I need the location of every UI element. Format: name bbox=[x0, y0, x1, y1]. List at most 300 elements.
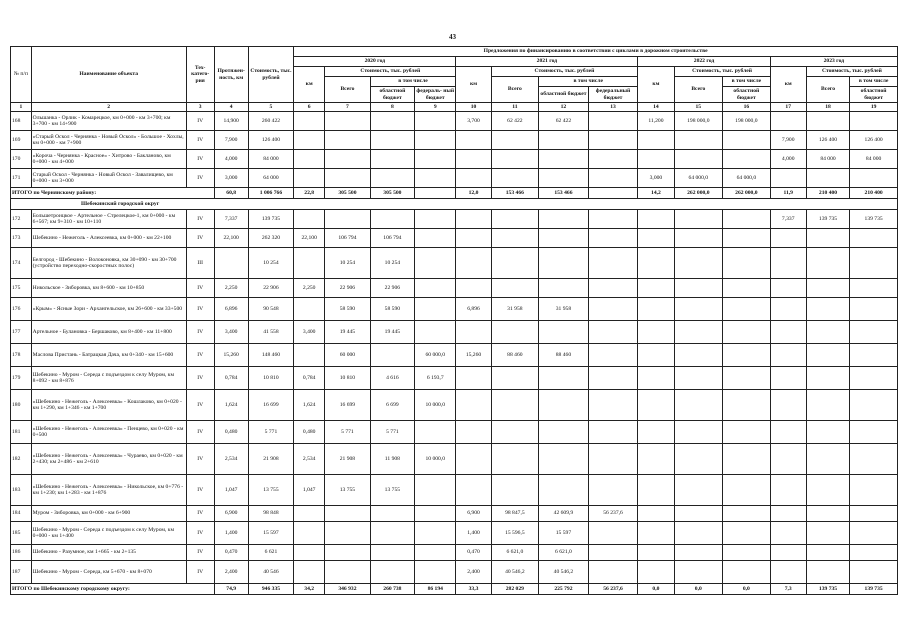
value-cell bbox=[770, 298, 806, 321]
header-federal-2020: федераль- ный бюджет bbox=[416, 88, 455, 101]
length-cell: 7,900 bbox=[214, 131, 248, 150]
value-cell bbox=[770, 506, 806, 522]
category-cell: IV bbox=[186, 344, 214, 367]
value-cell bbox=[415, 210, 456, 229]
value-cell bbox=[723, 298, 771, 321]
total-value: 225 792 bbox=[539, 584, 589, 595]
value-cell bbox=[588, 545, 638, 561]
header-cost-2022: Стоимость, тыс. рублей bbox=[674, 67, 770, 77]
value-cell bbox=[491, 131, 539, 150]
category-cell: IV bbox=[186, 279, 214, 298]
value-cell bbox=[588, 475, 638, 506]
value-cell bbox=[638, 475, 674, 506]
value-cell bbox=[456, 229, 491, 248]
header-total-2020: Всего bbox=[325, 77, 370, 103]
value-cell bbox=[415, 150, 456, 169]
total-label: ИТОГО по Чернянскому району: bbox=[11, 188, 215, 199]
value-cell bbox=[806, 169, 849, 188]
total-value: 260 738 bbox=[370, 584, 414, 595]
total-value: 139 735 bbox=[806, 584, 849, 595]
value-cell: 10 810 bbox=[325, 367, 370, 390]
length-cell: 15,260 bbox=[214, 344, 248, 367]
value-cell bbox=[674, 210, 723, 229]
value-cell: 7,337 bbox=[770, 210, 806, 229]
value-cell bbox=[294, 112, 325, 131]
header-year-2022: 2022 год bbox=[638, 57, 770, 67]
value-cell bbox=[674, 344, 723, 367]
header-length: Протяжен- ность, км bbox=[214, 47, 248, 103]
value-cell bbox=[850, 522, 898, 545]
value-cell bbox=[770, 444, 806, 475]
value-cell bbox=[415, 229, 456, 248]
value-cell bbox=[539, 248, 589, 279]
value-cell bbox=[370, 169, 414, 188]
value-cell bbox=[638, 444, 674, 475]
value-cell: 6 621,0 bbox=[539, 545, 589, 561]
cost-cell: 21 908 bbox=[248, 444, 293, 475]
category-cell: IV bbox=[186, 444, 214, 475]
length-cell bbox=[214, 248, 248, 279]
value-cell bbox=[491, 390, 539, 421]
header-year-2021: 2021 год bbox=[456, 57, 638, 67]
value-cell bbox=[638, 131, 674, 150]
value-cell bbox=[723, 444, 771, 475]
value-cell bbox=[415, 506, 456, 522]
value-cell bbox=[588, 229, 638, 248]
value-cell bbox=[588, 248, 638, 279]
value-cell bbox=[325, 150, 370, 169]
value-cell bbox=[674, 229, 723, 248]
length-cell: 0,470 bbox=[214, 545, 248, 561]
category-cell: IV bbox=[186, 321, 214, 344]
total-value: 11,9 bbox=[770, 188, 806, 199]
value-cell bbox=[456, 131, 491, 150]
value-cell bbox=[638, 248, 674, 279]
table-row bbox=[11, 150, 898, 169]
value-cell: 11,200 bbox=[638, 112, 674, 131]
value-cell: 22,100 bbox=[294, 229, 325, 248]
column-index: 16 bbox=[723, 103, 771, 112]
row-number: 170 bbox=[11, 150, 32, 169]
value-cell: 88 460 bbox=[539, 344, 589, 367]
total-value: 153 466 bbox=[491, 188, 539, 199]
value-cell bbox=[415, 321, 456, 344]
value-cell bbox=[456, 210, 491, 229]
value-cell: 4 616 bbox=[370, 367, 414, 390]
value-cell bbox=[806, 561, 849, 584]
value-cell bbox=[588, 522, 638, 545]
row-number: 181 bbox=[11, 421, 32, 444]
object-name: Ольшанка - Орлик - Комарецкое, км 0+000 - км 3+700; км 3+700 - км 14+900 bbox=[31, 112, 186, 131]
row-number: 177 bbox=[11, 321, 32, 344]
cost-cell: 262 320 bbox=[248, 229, 293, 248]
header-incl-2023: в том числе bbox=[850, 77, 898, 87]
value-cell bbox=[806, 321, 849, 344]
cost-cell: 5 771 bbox=[248, 421, 293, 444]
category-cell: IV bbox=[186, 421, 214, 444]
value-cell bbox=[806, 522, 849, 545]
value-cell bbox=[588, 367, 638, 390]
object-name: Белгород - Шебекино - Волоконовка, км 30+090 - км 30+700 (устройство переходно-скоростных полос) bbox=[31, 248, 186, 279]
category-cell: IV bbox=[186, 367, 214, 390]
value-cell bbox=[491, 475, 539, 506]
value-cell: 3,000 bbox=[638, 169, 674, 188]
category-cell: IV bbox=[186, 131, 214, 150]
column-index: 19 bbox=[850, 103, 898, 112]
object-name: Никольское - Зиборовка, км 8+600 - км 10+850 bbox=[31, 279, 186, 298]
value-cell bbox=[539, 444, 589, 475]
total-value: 346 932 bbox=[325, 584, 370, 595]
value-cell: 6 193,7 bbox=[415, 367, 456, 390]
value-cell: 84 000 bbox=[806, 150, 849, 169]
cost-cell: 10 810 bbox=[248, 367, 293, 390]
value-cell bbox=[638, 545, 674, 561]
value-cell bbox=[723, 344, 771, 367]
value-cell bbox=[539, 169, 589, 188]
value-cell bbox=[638, 522, 674, 545]
value-cell bbox=[294, 522, 325, 545]
table-row bbox=[11, 367, 898, 390]
value-cell bbox=[638, 390, 674, 421]
value-cell bbox=[723, 421, 771, 444]
header-year-2020: 2020 год bbox=[294, 57, 456, 67]
value-cell bbox=[723, 475, 771, 506]
value-cell: 139 735 bbox=[806, 210, 849, 229]
value-cell: 64 000,0 bbox=[674, 169, 723, 188]
value-cell bbox=[638, 321, 674, 344]
value-cell: 3,700 bbox=[456, 112, 491, 131]
value-cell bbox=[850, 344, 898, 367]
value-cell bbox=[770, 367, 806, 390]
header-proposals: Предложения по финансированию в соответствии с циклами в дорожном строительстве bbox=[294, 47, 898, 57]
value-cell bbox=[294, 344, 325, 367]
value-cell bbox=[850, 545, 898, 561]
value-cell bbox=[370, 131, 414, 150]
value-cell bbox=[294, 561, 325, 584]
value-cell bbox=[723, 522, 771, 545]
value-cell: 84 000 bbox=[850, 150, 898, 169]
total-length: 60,8 bbox=[214, 188, 248, 199]
value-cell bbox=[456, 367, 491, 390]
header-incl-2020: в том числе bbox=[370, 77, 456, 87]
total-value: 282 029 bbox=[491, 584, 539, 595]
table-row bbox=[11, 444, 898, 475]
value-cell bbox=[325, 522, 370, 545]
header-regional-2023: областной бюджет bbox=[850, 87, 898, 103]
row-number: 168 bbox=[11, 112, 32, 131]
value-cell bbox=[674, 561, 723, 584]
value-cell bbox=[674, 131, 723, 150]
value-cell bbox=[588, 390, 638, 421]
value-cell bbox=[674, 367, 723, 390]
header-total-2022: Всего bbox=[674, 77, 723, 103]
total-value: 33,3 bbox=[456, 584, 491, 595]
total-cost: 946 335 bbox=[248, 584, 293, 595]
total-value: 262 000,0 bbox=[723, 188, 771, 199]
value-cell bbox=[638, 421, 674, 444]
value-cell bbox=[415, 522, 456, 545]
value-cell bbox=[806, 506, 849, 522]
cost-cell: 84 000 bbox=[248, 150, 293, 169]
cost-cell: 148 460 bbox=[248, 344, 293, 367]
header-total-2023: Всего bbox=[806, 77, 849, 103]
value-cell: 40 546,2 bbox=[491, 561, 539, 584]
value-cell bbox=[723, 506, 771, 522]
value-cell: 126 400 bbox=[850, 131, 898, 150]
section-title: Шебекинский городской округ bbox=[11, 199, 898, 210]
column-index: 5 bbox=[248, 103, 293, 112]
header-km-2023: км bbox=[770, 67, 806, 103]
category-cell: IV bbox=[186, 229, 214, 248]
header-num: № п/п bbox=[11, 47, 32, 103]
value-cell bbox=[588, 298, 638, 321]
value-cell bbox=[456, 475, 491, 506]
category-cell: IV bbox=[186, 545, 214, 561]
value-cell bbox=[588, 169, 638, 188]
value-cell bbox=[723, 210, 771, 229]
value-cell bbox=[723, 131, 771, 150]
value-cell: 10 254 bbox=[370, 248, 414, 279]
row-number: 172 bbox=[11, 210, 32, 229]
category-cell: IV bbox=[186, 561, 214, 584]
value-cell bbox=[850, 321, 898, 344]
value-cell bbox=[456, 279, 491, 298]
value-cell bbox=[325, 561, 370, 584]
row-number: 183 bbox=[11, 475, 32, 506]
value-cell bbox=[770, 390, 806, 421]
value-cell bbox=[539, 321, 589, 344]
column-index: 3 bbox=[186, 103, 214, 112]
column-index: 17 bbox=[770, 103, 806, 112]
value-cell: 62 422 bbox=[539, 112, 589, 131]
value-cell bbox=[806, 298, 849, 321]
length-cell: 2,400 bbox=[214, 561, 248, 584]
value-cell bbox=[539, 229, 589, 248]
value-cell bbox=[770, 112, 806, 131]
value-cell bbox=[588, 112, 638, 131]
total-value: 7,3 bbox=[770, 584, 806, 595]
row-number: 171 bbox=[11, 169, 32, 188]
row-number: 185 bbox=[11, 522, 32, 545]
value-cell bbox=[294, 545, 325, 561]
value-cell bbox=[638, 561, 674, 584]
value-cell bbox=[770, 475, 806, 506]
value-cell bbox=[770, 169, 806, 188]
value-cell bbox=[415, 112, 456, 131]
value-cell: 15 596,5 bbox=[491, 522, 539, 545]
category-cell: IV bbox=[186, 150, 214, 169]
value-cell bbox=[806, 545, 849, 561]
value-cell: 58 590 bbox=[370, 298, 414, 321]
value-cell bbox=[806, 248, 849, 279]
column-index: 1 bbox=[11, 103, 32, 112]
object-name: «Шебекино - Нежеголь - Алексеевка» - Кошлаково, км 0+020 - км 1+290, км 1+346 - км 1+700 bbox=[31, 390, 186, 421]
total-value: 12,0 bbox=[456, 188, 491, 199]
length-cell: 7,337 bbox=[214, 210, 248, 229]
value-cell bbox=[723, 367, 771, 390]
total-value bbox=[415, 188, 456, 199]
value-cell bbox=[674, 545, 723, 561]
column-index: 15 bbox=[674, 103, 723, 112]
value-cell: 1,400 bbox=[456, 522, 491, 545]
cost-cell: 13 755 bbox=[248, 475, 293, 506]
value-cell: 31 958 bbox=[491, 298, 539, 321]
value-cell: 22 906 bbox=[370, 279, 414, 298]
value-cell bbox=[491, 321, 539, 344]
value-cell bbox=[850, 279, 898, 298]
value-cell: 16 699 bbox=[325, 390, 370, 421]
value-cell bbox=[638, 279, 674, 298]
value-cell bbox=[850, 444, 898, 475]
value-cell bbox=[415, 421, 456, 444]
value-cell bbox=[723, 561, 771, 584]
value-cell bbox=[638, 506, 674, 522]
cost-cell: 90 548 bbox=[248, 298, 293, 321]
cost-cell: 139 735 bbox=[248, 210, 293, 229]
value-cell bbox=[294, 298, 325, 321]
object-name: Шебекино - Муром - Середа, км 5+670 - км 8+070 bbox=[31, 561, 186, 584]
length-cell: 0,480 bbox=[214, 421, 248, 444]
table-row bbox=[11, 131, 898, 150]
value-cell bbox=[638, 298, 674, 321]
value-cell: 6 621,0 bbox=[491, 545, 539, 561]
value-cell bbox=[415, 279, 456, 298]
object-name: Муром - Зиборовка, км 0+000 - км 6+900 bbox=[31, 506, 186, 522]
value-cell: 10 254 bbox=[325, 248, 370, 279]
object-name: «Шебекино - Нежеголь - Алексеевка» - Пенцево, км 0+020 - км 0+500 bbox=[31, 421, 186, 444]
cost-cell: 260 422 bbox=[248, 112, 293, 131]
value-cell bbox=[294, 169, 325, 188]
table-row bbox=[11, 321, 898, 344]
cost-cell: 64 000 bbox=[248, 169, 293, 188]
header-name: Наименование объекта bbox=[31, 47, 186, 103]
header-year-2023: 2023 год bbox=[770, 57, 897, 67]
value-cell bbox=[806, 421, 849, 444]
value-cell: 198 000,0 bbox=[674, 112, 723, 131]
column-index: 13 bbox=[588, 103, 638, 112]
length-cell: 6,900 bbox=[214, 506, 248, 522]
value-cell bbox=[294, 210, 325, 229]
value-cell bbox=[370, 150, 414, 169]
total-value: 210 400 bbox=[850, 188, 898, 199]
value-cell: 56 237,6 bbox=[588, 506, 638, 522]
value-cell bbox=[770, 279, 806, 298]
value-cell bbox=[806, 344, 849, 367]
length-cell: 22,100 bbox=[214, 229, 248, 248]
value-cell bbox=[588, 321, 638, 344]
value-cell: 40 546,2 bbox=[539, 561, 589, 584]
value-cell bbox=[723, 545, 771, 561]
value-cell bbox=[294, 150, 325, 169]
value-cell bbox=[770, 229, 806, 248]
value-cell bbox=[415, 475, 456, 506]
value-cell: 60 000 bbox=[325, 344, 370, 367]
total-value: 0,0 bbox=[723, 584, 771, 595]
value-cell bbox=[588, 561, 638, 584]
table-row bbox=[11, 229, 898, 248]
value-cell bbox=[370, 210, 414, 229]
value-cell bbox=[415, 248, 456, 279]
table-row bbox=[11, 169, 898, 188]
value-cell bbox=[370, 506, 414, 522]
header-category: Тех- катего- рия bbox=[186, 47, 214, 103]
value-cell bbox=[415, 561, 456, 584]
total-value: 262 000,0 bbox=[674, 188, 723, 199]
value-cell: 15 597 bbox=[539, 522, 589, 545]
value-cell bbox=[850, 421, 898, 444]
value-cell bbox=[723, 390, 771, 421]
value-cell bbox=[674, 390, 723, 421]
length-cell: 4,000 bbox=[214, 150, 248, 169]
value-cell bbox=[415, 169, 456, 188]
row-number: 175 bbox=[11, 279, 32, 298]
total-length: 74,9 bbox=[214, 584, 248, 595]
value-cell bbox=[770, 248, 806, 279]
value-cell bbox=[638, 150, 674, 169]
value-cell: 6,896 bbox=[456, 298, 491, 321]
object-name: «Старый Оскол - Чернянка - Новый Оскол» - Большое - Хохлы, км 0+000 - км 7+900 bbox=[31, 131, 186, 150]
value-cell bbox=[770, 561, 806, 584]
value-cell bbox=[674, 506, 723, 522]
value-cell bbox=[588, 131, 638, 150]
header-km-2020: км bbox=[294, 67, 325, 103]
value-cell bbox=[806, 444, 849, 475]
value-cell bbox=[491, 421, 539, 444]
total-value: 56 237,6 bbox=[588, 584, 638, 595]
value-cell bbox=[850, 561, 898, 584]
object-name: «Шебекино - Нежеголь - Алексеевка» - Никольское, км 0+776 - км 1+230; км 1+283 - км 1+876 bbox=[31, 475, 186, 506]
total-value: 210 400 bbox=[806, 188, 849, 199]
row-number: 179 bbox=[11, 367, 32, 390]
total-row-shebekinsky bbox=[11, 584, 898, 595]
category-cell: IV bbox=[186, 522, 214, 545]
category-cell: IV bbox=[186, 112, 214, 131]
total-value: 34,2 bbox=[294, 584, 325, 595]
table-row bbox=[11, 344, 898, 367]
value-cell bbox=[674, 321, 723, 344]
value-cell bbox=[491, 279, 539, 298]
value-cell: 64 000,0 bbox=[723, 169, 771, 188]
header-incl-2021: в том числе bbox=[539, 77, 638, 87]
value-cell: 0,784 bbox=[294, 367, 325, 390]
cost-cell: 15 597 bbox=[248, 522, 293, 545]
value-cell: 0,470 bbox=[456, 545, 491, 561]
total-value: 0,0 bbox=[638, 584, 674, 595]
value-cell bbox=[539, 210, 589, 229]
header-incl-2022: в том числе bbox=[723, 77, 771, 87]
column-index: 18 bbox=[806, 103, 849, 112]
cost-cell: 22 906 bbox=[248, 279, 293, 298]
value-cell bbox=[325, 169, 370, 188]
header-km-2021: км bbox=[456, 67, 491, 103]
cost-cell: 126 400 bbox=[248, 131, 293, 150]
length-cell: 14,900 bbox=[214, 112, 248, 131]
value-cell bbox=[723, 248, 771, 279]
total-value: 86 194 bbox=[415, 584, 456, 595]
total-row-chernyansky bbox=[11, 188, 898, 199]
table-row bbox=[11, 522, 898, 545]
value-cell: 10 000,0 bbox=[415, 444, 456, 475]
value-cell bbox=[294, 248, 325, 279]
value-cell: 5 771 bbox=[325, 421, 370, 444]
value-cell bbox=[806, 475, 849, 506]
value-cell bbox=[723, 321, 771, 344]
value-cell: 10 000,0 bbox=[415, 390, 456, 421]
value-cell bbox=[588, 444, 638, 475]
row-number: 176 bbox=[11, 298, 32, 321]
row-number: 174 bbox=[11, 248, 32, 279]
category-cell: III bbox=[186, 248, 214, 279]
